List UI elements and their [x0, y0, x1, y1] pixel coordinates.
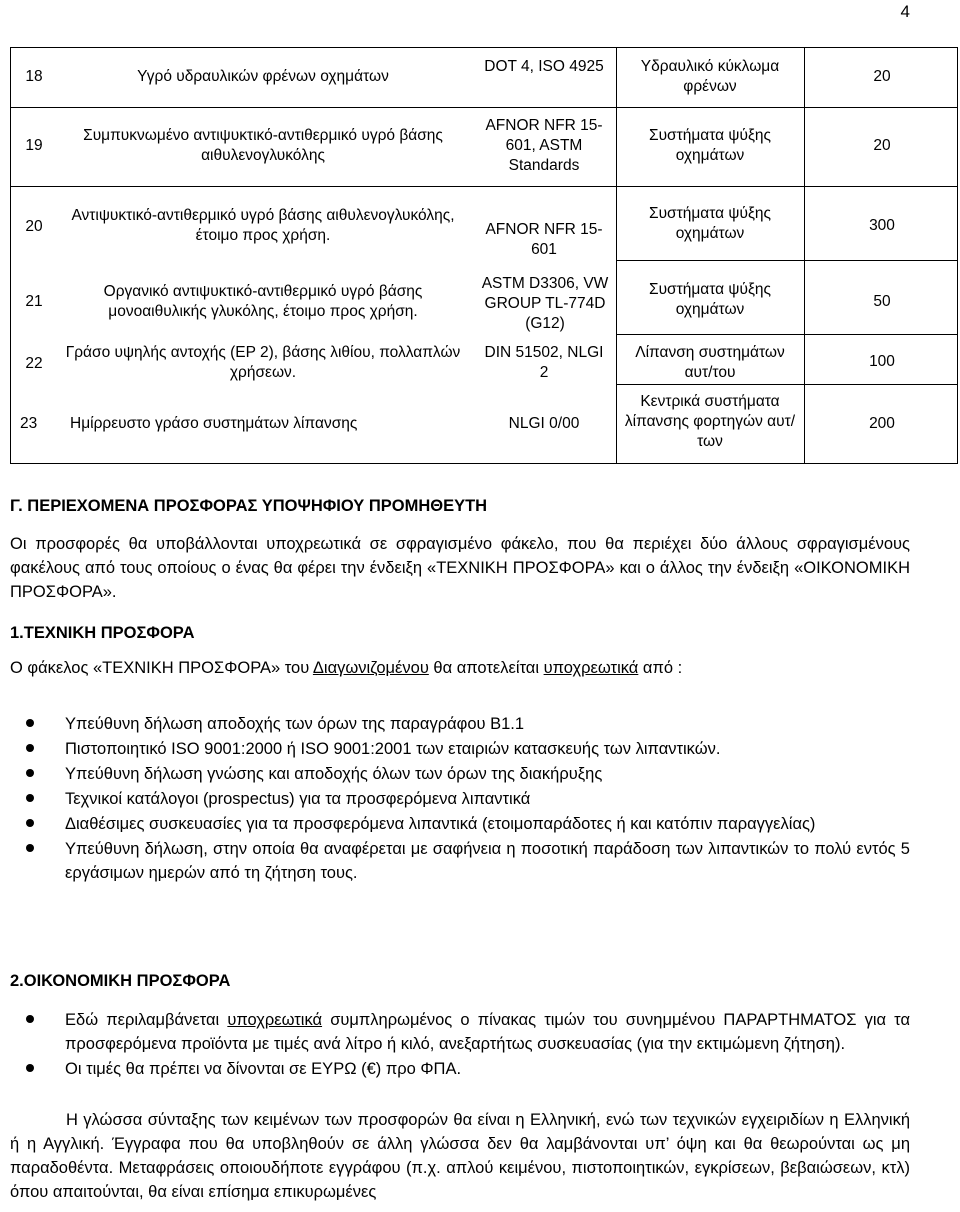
bullet-icon	[26, 1064, 34, 1072]
bullet-icon	[26, 819, 34, 827]
table-cell-qty: 300	[869, 217, 895, 234]
table-row-divider	[10, 186, 958, 187]
table-cell-num: 19	[25, 137, 43, 154]
table-row-divider	[616, 260, 958, 261]
section-heading: Γ. ΠΕΡΙΕΧΟΜΕΝΑ ΠΡΟΣΦΟΡΑΣ ΥΠΟΨΗΦΙΟΥ ΠΡΟΜΗΘΕΥΤΗ	[10, 497, 488, 515]
table-col-divider	[616, 47, 617, 464]
table-border-top	[10, 47, 958, 48]
table-cell-qty: 20	[873, 137, 891, 154]
list-item-text: Διαθέσιμες συσκευασίες για τα προσφερόμενα λιπαντικά (ετοιμοπαράδοτες ή και κατόπιν παραγγελίας)	[65, 815, 816, 833]
table-cell-spec: ASTM D3306, VW GROUP TL-774D (G12)	[481, 275, 609, 332]
table-border-left	[10, 47, 11, 464]
table-cell-num: 20	[25, 218, 43, 235]
list-item-text: Πιστοποιητικό ISO 9001:2000 ή ISO 9001:2001 των εταιριών κατασκευής των λιπαντικών.	[65, 740, 721, 758]
intro-paragraph: Οι προσφορές θα υποβάλλονται υποχρεωτικά σε σφραγισμένο φάκελο, που θα περιέχει δύο άλλους σφραγισμένους φακέλους από τους οποίους ο ένας θα φέρει την ένδειξη «ΤΕΧΝΙΚΗ ΠΡΟΣΦΟΡΑ» και ο άλλος την ένδειξη «ΟΙΚΟΝΟΜΙΚΗ ΠΡΟΣΦΟΡΑ».	[10, 535, 910, 601]
tech-offer-list	[26, 712, 910, 885]
table-row-divider	[616, 384, 958, 385]
lead-text: Ο φάκελος «ΤΕΧΝΙΚΗ ΠΡΟΣΦΟΡΑ» του	[10, 659, 313, 677]
list-item-text: Τεχνικοί κατάλογοι (prospectus) για τα προσφερόμενα λιπαντικά	[65, 790, 531, 808]
table-cell-num: 18	[25, 68, 43, 85]
table-cell-spec: NLGI 0/00	[508, 415, 580, 432]
table-cell-num: 21	[25, 293, 43, 310]
list-item-text: συμπληρωμένος ο πίνακας τιμών του συνημμένου ΠΑΡΑΡΤΗΜΑΤΟΣ για τα προσφερόμενα προϊόντα με τιμές ανά λίτρο ή κιλό, ανεξαρτήτως συσκευασίας (για την εκτιμώμενη ζήτηση).	[65, 1011, 911, 1053]
table-cell-desc: Υγρό υδραυλικών φρένων οχημάτων	[137, 68, 389, 85]
list-item	[26, 1008, 910, 1056]
econ-offer-list	[26, 1008, 910, 1081]
list-item	[26, 787, 910, 811]
table-cell-use: Συστήματα ψύξης οχημάτων	[649, 205, 771, 242]
list-item-text: Εδώ περιλαμβάνεται	[65, 1011, 228, 1029]
list-item	[26, 1057, 910, 1081]
language-note: Η γλώσσα σύνταξης των κειμένων των προσφορών θα είναι η Ελληνική, ενώ των τεχνικών εγχειριδίων η Ελληνική ή η Αγγλική. Έγγραφα που θα υποβληθούν σε άλλη γλώσσα δεν θα λαμβάνονται υπ’ όψη και θα θεωρούνται ως μη παραδοθέντα. Μεταφράσεις οποιουδήποτε εγγράφου (π.χ. απλού κειμένου, πιστοποιητικών, εγκρίσεων, βεβαιώσεων, κτλ) όπου απαιτούνται, θα είναι επίσημα επικυρωμένες	[10, 1111, 910, 1201]
lead-text-underlined: υποχρεωτικά	[543, 659, 639, 677]
page-number: 4	[900, 2, 910, 21]
table-row-divider	[616, 334, 958, 335]
table-cell-use: Λίπανση συστημάτων αυτ/του	[635, 344, 785, 381]
list-item-text: Υπεύθυνη δήλωση αποδοχής των όρων της παραγράφου Β1.1	[65, 715, 525, 733]
list-item-text: Υπεύθυνη δήλωση, στην οποία θα αναφέρεται με σαφήνεια η ποσοτική παράδοση των λιπαντικών το πολύ εντός 5 εργάσιμων ημερών από τη ζήτηση τους.	[65, 840, 910, 882]
table-cell-use: Κεντρικά συστήματα λίπανσης φορτηγών αυτ/των	[624, 393, 796, 450]
bullet-icon	[26, 1015, 34, 1023]
list-item-text-underlined: υποχρεωτικά	[227, 1011, 323, 1029]
table-border-bottom	[10, 463, 958, 464]
econ-offer-heading: 2.ΟΙΚΟΝΟΜΙΚΗ ΠΡΟΣΦΟΡΑ	[10, 972, 231, 990]
lead-text-underlined: Διαγωνιζομένου	[312, 659, 429, 677]
tech-offer-lead	[10, 656, 910, 680]
lead-text: από :	[638, 659, 683, 677]
table-cell-qty: 100	[869, 353, 895, 370]
table-row-divider	[10, 107, 958, 108]
bullet-icon	[26, 844, 34, 852]
bullet-icon	[26, 794, 34, 802]
table-cell-desc: Οργανικό αντιψυκτικό-αντιθερμικό υγρό βάσης μονοαιθυλικής γλυκόλης, έτοιμο προς χρήση.	[103, 283, 423, 320]
list-item	[26, 812, 910, 836]
table-cell-qty: 20	[873, 68, 891, 85]
table-cell-spec: AFNOR NFR 15-601	[485, 221, 603, 258]
list-item	[26, 737, 910, 761]
list-item	[26, 837, 910, 885]
list-item	[26, 712, 910, 736]
tech-offer-heading: 1.ΤΕΧΝΙΚΗ ΠΡΟΣΦΟΡΑ	[10, 624, 195, 642]
table-cell-desc: Γράσο υψηλής αντοχής (ΕΡ 2), βάσης λιθίου, πολλαπλών χρήσεων.	[65, 344, 461, 381]
table-cell-desc: Συμπυκνωμένο αντιψυκτικό-αντιθερμικό υγρό βάσης αιθυλενογλυκόλης	[83, 127, 443, 164]
bullet-icon	[26, 719, 34, 727]
table-border-right	[957, 47, 958, 464]
table-col-divider	[804, 47, 805, 464]
list-item-text: Υπεύθυνη δήλωση γνώσης και αποδοχής όλων των όρων της διακήρυξης	[65, 765, 603, 783]
table-cell-use: Συστήματα ψύξης οχημάτων	[649, 281, 771, 318]
list-item	[26, 762, 910, 786]
table-cell-desc: Αντιψυκτικό-αντιθερμικό υγρό βάσης αιθυλενογλυκόλης, έτοιμο προς χρήση.	[71, 207, 455, 244]
table-cell-spec: AFNOR NFR 15-601, ASTM Standards	[485, 117, 603, 174]
table-cell-qty: 50	[873, 293, 891, 310]
lead-text: θα αποτελείται	[428, 659, 544, 677]
table-cell-use: Συστήματα ψύξης οχημάτων	[649, 127, 771, 164]
table-cell-spec: DOT 4, ISO 4925	[484, 58, 604, 75]
table-cell-desc: Ημίρρευστο γράσο συστημάτων λίπανσης	[70, 415, 358, 432]
list-item-text: Οι τιμές θα πρέπει να δίνονται σε ΕΥΡΩ (€) προ ΦΠΑ.	[65, 1060, 462, 1078]
table-cell-qty: 200	[869, 415, 895, 432]
bullet-icon	[26, 744, 34, 752]
bullet-icon	[26, 769, 34, 777]
table-cell-spec: DIN 51502, NLGI 2	[484, 344, 604, 381]
table-cell-num: 23	[20, 415, 38, 432]
table-cell-num: 22	[25, 355, 43, 372]
table-cell-use: Υδραυλικό κύκλωμα φρένων	[640, 58, 780, 95]
